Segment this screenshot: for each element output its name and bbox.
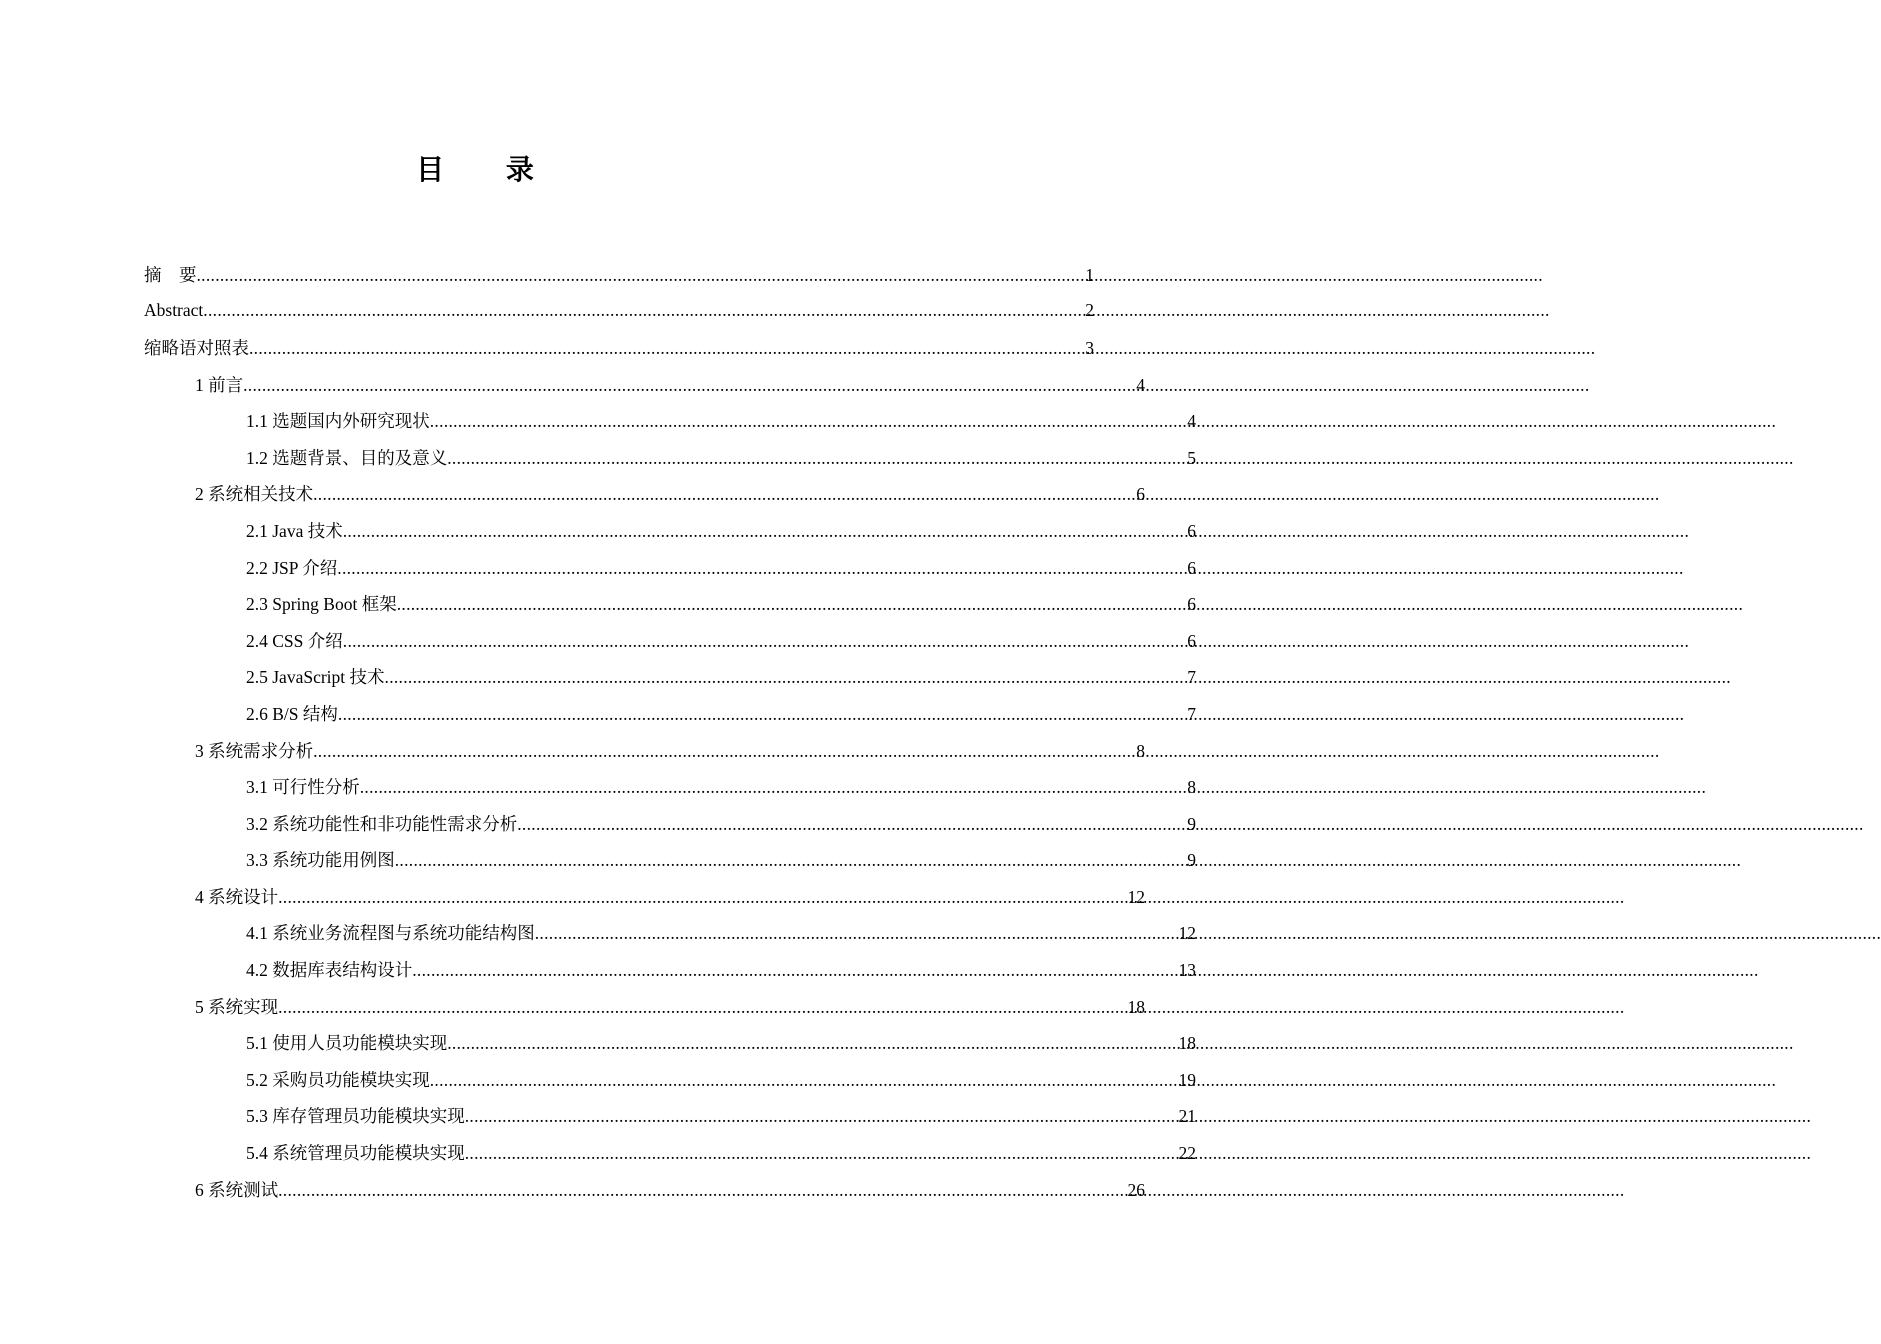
- toc-entry[interactable]: [0, 476, 1145, 513]
- toc-dot-leader: [249, 338, 1085, 359]
- toc-dot-leader: [535, 923, 1179, 944]
- toc-entry[interactable]: [0, 695, 1196, 732]
- toc-entry-title: 摘 要: [144, 264, 197, 285]
- toc-page-number: 2: [1085, 300, 1094, 321]
- toc-page-number: 18: [1127, 996, 1145, 1017]
- toc-entry[interactable]: [0, 549, 1196, 586]
- toc-page-number: 21: [1178, 1106, 1196, 1127]
- toc-entry-title: 1 前言: [195, 374, 244, 395]
- toc-dot-leader: [465, 1143, 1179, 1164]
- toc-entry[interactable]: [0, 1061, 1196, 1098]
- toc-page-number: 8: [1136, 740, 1145, 761]
- toc-entry-title: 6 系统测试: [195, 1179, 279, 1200]
- toc-page-number: 13: [1178, 960, 1196, 981]
- toc-entry-line: [246, 518, 1196, 543]
- toc-entry[interactable]: [0, 878, 1145, 915]
- toc-dot-leader: [395, 850, 1188, 871]
- toc-entry-line: [246, 847, 1196, 872]
- toc-entry-line: [144, 262, 1094, 287]
- toc-entry-line: [246, 957, 1196, 982]
- toc-page-number: 5: [1187, 447, 1196, 468]
- toc-entry-title: 5.1 使用人员功能模块实现: [246, 1033, 448, 1054]
- toc-dot-leader: [447, 1033, 1178, 1054]
- toc-dot-leader: [465, 1106, 1179, 1127]
- toc-page-number: 8: [1187, 777, 1196, 798]
- toc-dot-leader: [412, 960, 1178, 981]
- toc-entry[interactable]: [0, 293, 1094, 330]
- toc-entry[interactable]: [0, 1134, 1196, 1171]
- toc-entry-title: 4.2 数据库表结构设计: [246, 960, 413, 981]
- toc-entry-title: 4.1 系统业务流程图与系统功能结构图: [246, 923, 535, 944]
- page-title: 目 录: [416, 153, 560, 186]
- toc-entry[interactable]: [0, 1171, 1145, 1208]
- toc-dot-leader: [278, 887, 1127, 908]
- toc-entry-line: [246, 701, 1196, 726]
- toc-entry-title: 1.2 选题背景、目的及意义: [246, 447, 448, 468]
- toc-entry-title: 缩略语对照表: [144, 337, 249, 358]
- toc-entry[interactable]: [0, 329, 1094, 366]
- toc-entry-line: [246, 1030, 1196, 1055]
- toc-entry-line: [195, 994, 1145, 1019]
- toc-page-number: 6: [1187, 594, 1196, 615]
- toc-dot-leader: [313, 484, 1136, 505]
- toc-entry[interactable]: [0, 842, 1196, 879]
- toc-entry-title: 3.1 可行性分析: [246, 777, 360, 798]
- toc-page-number: 22: [1178, 1143, 1196, 1164]
- toc-dot-leader: [197, 265, 1086, 286]
- toc-entry[interactable]: [0, 915, 1196, 952]
- toc-entry[interactable]: [0, 439, 1196, 476]
- toc-entry[interactable]: [0, 659, 1196, 696]
- toc-dot-leader: [430, 411, 1188, 432]
- toc-entry-title: 2.5 JavaScript 技术: [246, 667, 385, 688]
- toc-dot-leader: [203, 300, 1085, 321]
- toc-entry[interactable]: [0, 805, 1196, 842]
- toc-entry[interactable]: [0, 512, 1196, 549]
- toc-page-number: 26: [1127, 1179, 1145, 1200]
- toc-entry-title: 5 系统实现: [195, 996, 279, 1017]
- toc-entry[interactable]: [0, 622, 1196, 659]
- toc-entry-line: [195, 884, 1145, 909]
- toc-entry-title: 5.4 系统管理员功能模块实现: [246, 1143, 465, 1164]
- toc-entry-title: 2.6 B/S 结构: [246, 703, 338, 724]
- toc-entry-line: [246, 920, 1196, 945]
- toc-entry-title: 5.3 库存管理员功能模块实现: [246, 1106, 465, 1127]
- toc-entry[interactable]: [0, 1024, 1196, 1061]
- toc-entry-title: 2.2 JSP 介绍: [246, 557, 338, 578]
- table-of-contents: [0, 256, 1196, 1207]
- toc-entry-line: [246, 445, 1196, 470]
- toc-entry-line: [246, 1140, 1196, 1165]
- toc-page-number: 6: [1187, 520, 1196, 541]
- toc-entry-line: [195, 481, 1145, 506]
- toc-page-number: 7: [1187, 667, 1196, 688]
- toc-entry-line: [144, 300, 1094, 321]
- toc-entry-line: [144, 335, 1094, 360]
- toc-entry[interactable]: [0, 768, 1196, 805]
- toc-page-number: 7: [1187, 703, 1196, 724]
- toc-entry-line: [246, 774, 1196, 799]
- toc-dot-leader: [313, 741, 1136, 762]
- toc-page-number: 6: [1187, 630, 1196, 651]
- toc-entry-title: 2.4 CSS 介绍: [246, 630, 343, 651]
- toc-entry-line: [246, 1103, 1196, 1128]
- toc-dot-leader: [338, 704, 1187, 725]
- toc-entry-title: 1.1 选题国内外研究现状: [246, 411, 430, 432]
- toc-entry[interactable]: [0, 1098, 1196, 1135]
- toc-entry-line: [195, 1177, 1145, 1202]
- toc-page-number: 4: [1136, 374, 1145, 395]
- toc-entry-line: [246, 408, 1196, 433]
- toc-entry[interactable]: [0, 585, 1196, 622]
- toc-entry[interactable]: [0, 988, 1145, 1025]
- toc-entry[interactable]: [0, 402, 1196, 439]
- toc-page-number: 3: [1085, 337, 1094, 358]
- toc-page-number: 6: [1136, 484, 1145, 505]
- toc-dot-leader: [430, 1070, 1179, 1091]
- toc-dot-leader: [343, 631, 1187, 652]
- toc-dot-leader: [447, 448, 1187, 469]
- toc-entry-title: 2.1 Java 技术: [246, 520, 343, 541]
- toc-entry-title: Abstract: [144, 300, 204, 321]
- toc-dot-leader: [517, 814, 1187, 835]
- toc-dot-leader: [337, 558, 1187, 579]
- toc-entry-line: [246, 664, 1196, 689]
- toc-entry-title: 2.3 Spring Boot 框架: [246, 594, 397, 615]
- toc-entry-title: 3.2 系统功能性和非功能性需求分析: [246, 813, 518, 834]
- toc-entry-line: [246, 591, 1196, 616]
- toc-page-number: 12: [1127, 886, 1145, 907]
- toc-entry-line: [246, 628, 1196, 653]
- toc-page-number: 18: [1178, 1033, 1196, 1054]
- toc-entry-line: [246, 555, 1196, 580]
- toc-entry-title: 5.2 采购员功能模块实现: [246, 1069, 430, 1090]
- toc-dot-leader: [278, 997, 1127, 1018]
- toc-page-number: 19: [1178, 1069, 1196, 1090]
- toc-entry-line: [246, 1067, 1196, 1092]
- toc-entry[interactable]: [0, 732, 1145, 769]
- toc-page-number: 9: [1187, 850, 1196, 871]
- toc-entry-title: 3.3 系统功能用例图: [246, 850, 395, 871]
- toc-entry-line: [246, 811, 1196, 836]
- toc-entry-line: [195, 738, 1145, 763]
- toc-entry[interactable]: [0, 256, 1094, 293]
- toc-dot-leader: [243, 375, 1136, 396]
- toc-page-number: 9: [1187, 813, 1196, 834]
- toc-page-number: 6: [1187, 557, 1196, 578]
- toc-dot-leader: [360, 777, 1188, 798]
- toc-entry[interactable]: [0, 366, 1145, 403]
- toc-dot-leader: [385, 667, 1188, 688]
- toc-dot-leader: [278, 1180, 1127, 1201]
- toc-entry-title: 2 系统相关技术: [195, 484, 314, 505]
- toc-entry[interactable]: [0, 951, 1196, 988]
- toc-page-number: 1: [1085, 264, 1094, 285]
- toc-page-number: 12: [1178, 923, 1196, 944]
- toc-entry-title: 3 系统需求分析: [195, 740, 314, 761]
- toc-page-number: 4: [1187, 411, 1196, 432]
- toc-dot-leader: [397, 594, 1188, 615]
- toc-entry-line: [195, 372, 1145, 397]
- toc-entry-title: 4 系统设计: [195, 886, 279, 907]
- toc-dot-leader: [343, 521, 1188, 542]
